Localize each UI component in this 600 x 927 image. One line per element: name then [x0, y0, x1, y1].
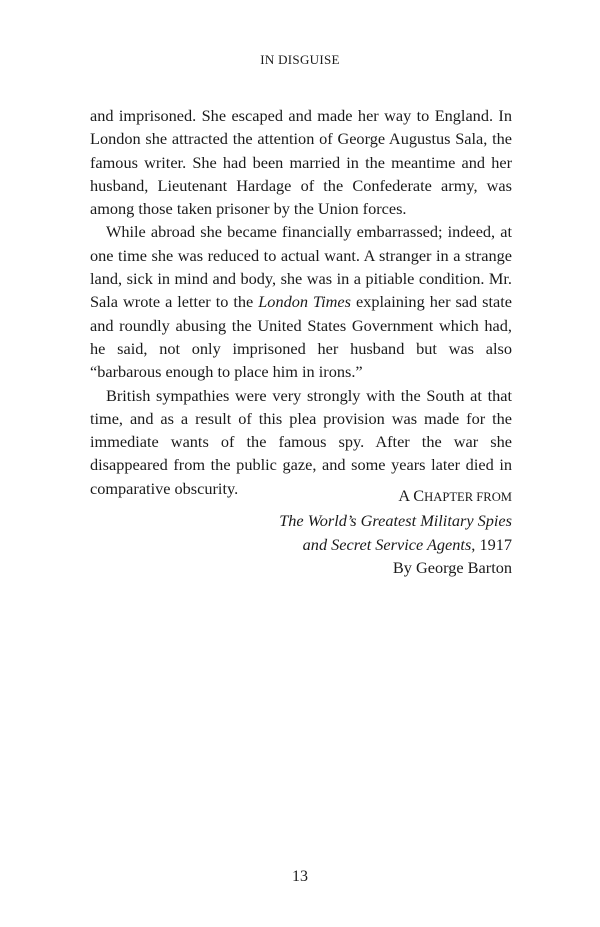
body-text [90, 104, 512, 500]
author-line: By George Barton [392, 557, 512, 577]
attribution-heading [279, 484, 512, 509]
book-title-1: The World’s Greatest Military Spies [279, 511, 512, 531]
paragraph-2-part-1: While abroad she became financially embarrassed; indeed, at one time she was reduced to actual want. A stranger in a strange land, sick in mind and body, she was in a pitiable condition. Mr. Sala wrote a letter to the [90, 222, 512, 312]
book-title-line-2 [279, 533, 512, 556]
heading-cap-a: A [398, 486, 414, 505]
newspaper-title: London Times [258, 292, 351, 312]
paragraph-1: and imprisoned. She escaped and made her way to England. In London she attracted the attention of George Augustus Sala, the famous writer. She had been married in the meantime and her husband, Lieutenant Hardage of the Confederate army, was among those taken prisoner by the Union forces. [90, 106, 512, 219]
paragraph-3: British sympathies were very strongly with the South at that time, and as a result of this plea provision was made for the immediate wants of the famous spy. After the war she disappeared from the public gaze, and some years later died in comparative obscurity. [90, 385, 512, 498]
book-title-line-1 [279, 509, 512, 532]
heading-small-caps: HAPTER FROM [424, 490, 512, 504]
paragraph-2-part-2: explaining her sad state and roundly abusing the United States Government which had, he said, not only imprisoned her husband but was also “barbarous enough to place him in irons.” [90, 292, 512, 382]
attribution [279, 484, 512, 579]
publication-year: , 1917 [471, 534, 512, 554]
paragraph-2 [90, 220, 512, 383]
page-number: 13 [292, 868, 308, 885]
heading-cap-c: C [413, 486, 425, 505]
running-head: IN DISGUISE [260, 52, 340, 67]
book-title-2: and Secret Service Agents [302, 534, 472, 554]
